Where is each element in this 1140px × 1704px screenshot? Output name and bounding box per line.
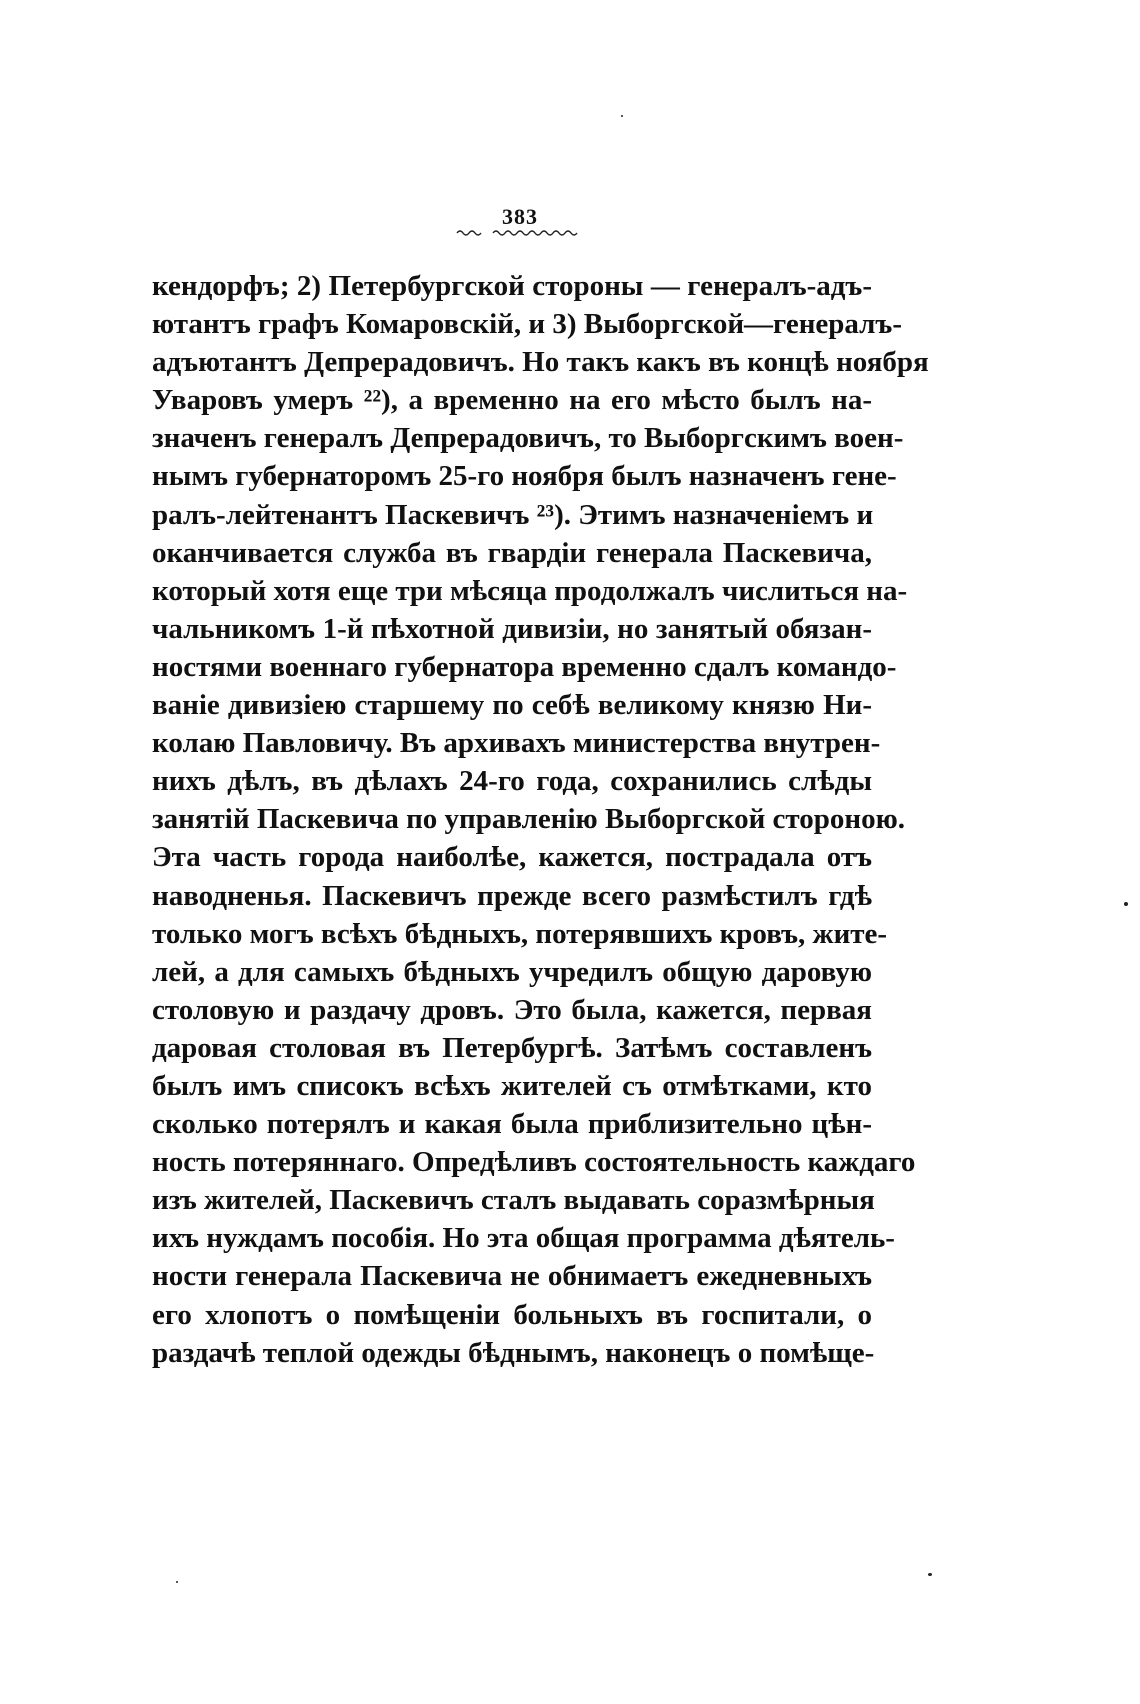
text-line: кендорфъ; 2) Петербургской стороны — генералъ-адъ-	[152, 270, 872, 302]
text-line: ралъ-лейтенантъ Паскевичъ ²³). Этимъ назначеніемъ и	[152, 498, 874, 531]
text-line: лей, а для самыхъ бѣдныхъ учредилъ общую даровую	[152, 955, 872, 988]
text-line: столовую и раздачу дровъ. Это была, кажется, первая	[152, 993, 872, 1026]
text-line: Эта часть города наиболѣе, кажется, пострадала отъ	[152, 841, 872, 874]
text-line: только могъ всѣхъ бѣдныхъ, потерявшихъ кровъ, жите-	[152, 917, 888, 950]
text-line: ихъ нуждамъ пособія. Но эта общая программа дѣятель-	[152, 1222, 895, 1255]
text-line: адъютантъ Депрерадовичъ. Но такъ какъ въ концѣ ноября	[152, 346, 929, 379]
text-line: ностями военнаго губернатора временно сдалъ командо-	[152, 650, 897, 683]
text-line: раздачѣ теплой одежды бѣднымъ, наконецъ о помѣще-	[152, 1336, 875, 1369]
text-line: ваніе дивизіею старшему по себѣ великому князю Ни-	[152, 689, 872, 722]
text-line: ютантъ графъ Комаровскій, и 3) Выборгской—генералъ-	[152, 308, 902, 341]
text-line: изъ жителей, Паскевичъ сталъ выдавать соразмѣрныя	[152, 1184, 875, 1217]
scan-speck	[1124, 902, 1128, 906]
text-line: который хотя еще три мѣсяца продолжалъ числиться на-	[152, 574, 908, 607]
text-line: сколько потерялъ и какая была приблизительно цѣн-	[152, 1108, 872, 1141]
text-line: значенъ генералъ Депрерадовичъ, то Выборгскимъ воен-	[152, 422, 904, 455]
scan-speck	[621, 115, 623, 117]
text-line: его хлопотъ о помѣщеніи больныхъ въ госпитали, о	[152, 1298, 872, 1331]
text-line: ности генерала Паскевича не обнимаетъ ежедневныхъ	[152, 1260, 872, 1293]
text-line: наводненья. Паскевичъ прежде всего размѣстилъ гдѣ	[152, 879, 872, 912]
text-line: оканчивается служба въ гвардіи генерала Паскевича,	[152, 536, 872, 569]
page-number: 383	[502, 204, 538, 229]
text-line: занятій Паскевича по управленію Выборгской стороною.	[152, 803, 906, 836]
text-line: былъ имъ списокъ всѣхъ жителей съ отмѣтками, кто	[152, 1069, 872, 1102]
text-line: даровая столовая въ Петербургѣ. Затѣмъ составленъ	[152, 1031, 872, 1064]
text-line: колаю Павловичу. Въ архивахъ министерства внутрен-	[152, 727, 881, 760]
text-line: нымъ губернаторомъ 25-го ноября былъ назначенъ гене-	[152, 460, 897, 493]
main-text	[152, 267, 929, 1372]
scan-speck	[176, 1581, 178, 1583]
scan-speck	[928, 1573, 932, 1576]
page-header	[455, 205, 585, 239]
text-line: ность потеряннаго. Опредѣливъ состоятельность каждаго	[152, 1146, 916, 1179]
text-line: чальникомъ 1-й пѣхотной дивизіи, но занятый обязан-	[152, 612, 872, 645]
text-line: Уваровъ умеръ ²²), а временно на его мѣсто былъ на-	[152, 384, 872, 417]
text-line: нихъ дѣлъ, въ дѣлахъ 24-го года, сохранились слѣды	[152, 765, 872, 798]
